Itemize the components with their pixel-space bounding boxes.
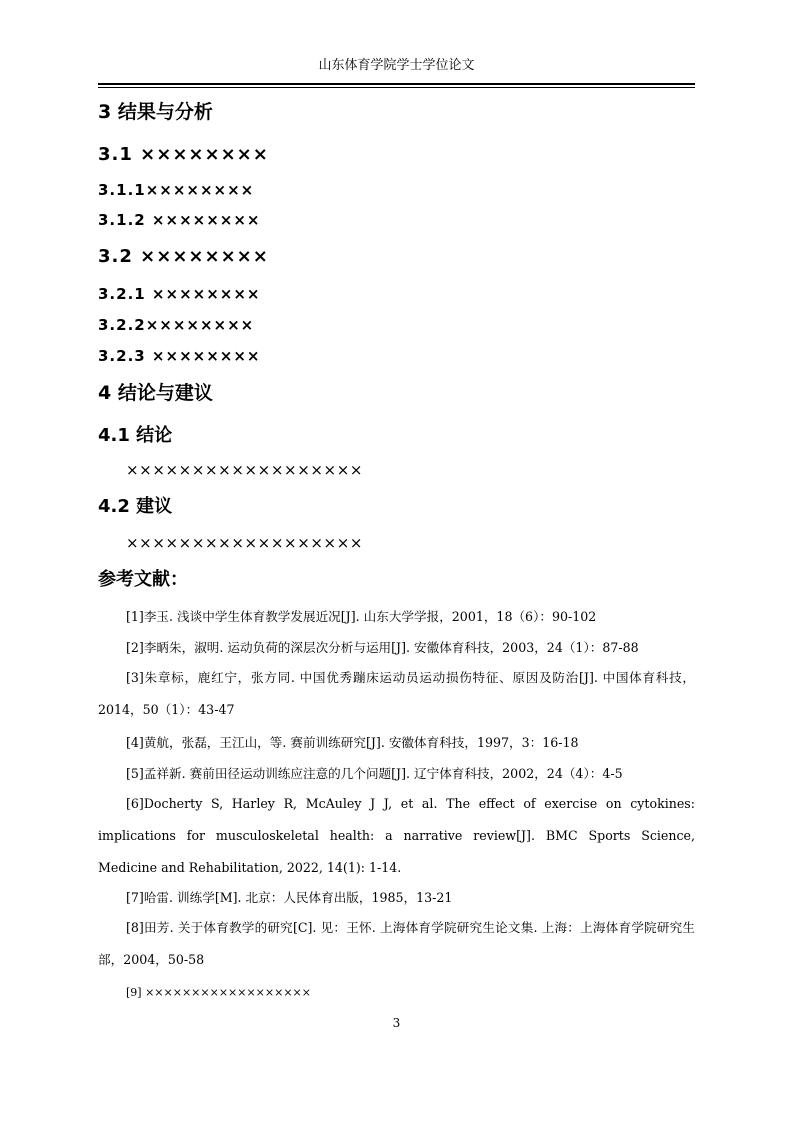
reference-item-8: [8]田芳. 关于体育教学的研究[C]. 见：王怀. 上海体育学院研究生论文集. 上海：上海体育学院研究生部，2004，50-58 (98, 920, 695, 967)
heading-section-3: 3 结果与分析 (98, 101, 213, 123)
reference-item-5: [5]孟祥新. 赛前田径运动训练应注意的几个问题[J]. 辽宁体育科技，2002，24（4）：4-5 (126, 766, 623, 781)
suggestion-body: ×××××××××××××××××× (126, 534, 364, 552)
reference-item-4: [4]黄航，张磊，王江山，等. 赛前训练研究[J]. 安徽体育科技，1997，3：16-18 (126, 735, 579, 750)
references-title: 参考文献： (98, 569, 188, 590)
running-header: 山东体育学院学士学位论文 (318, 58, 475, 73)
heading-section-4: 4 结论与建议 (98, 382, 213, 404)
heading-section-3-2-2: 3.2.2×××××××× (98, 316, 255, 334)
reference-item-3: [3]朱章标，鹿红宁，张方同. 中国优秀蹦床运动员运动损伤特征、原因及防治[J]. 中国体育科技，2014，50（1）：43-47 (98, 670, 695, 717)
heading-section-4-2: 4.2 建议 (98, 496, 173, 517)
heading-section-3-1-1: 3.1.1×××××××× (98, 181, 255, 199)
reference-item-6: [6]Docherty S, Harley R, McAuley J J, et al. The effect of exercise on cytokines: implications for musculoskeletal health: a narrative review[J]. BMC Sports Science, Medicine and Rehabilitation, 2022, 14(1): 1-14. (98, 796, 695, 875)
reference-item-2: [2]李昞朱，淑明. 运动负荷的深层次分析与运用[J]. 安徽体育科技，2003，24（1）：87-88 (126, 640, 639, 655)
heading-section-3-2-3: 3.2.3 ×××××××× (98, 347, 261, 365)
header-rule-thin (98, 87, 695, 88)
heading-section-3-2: 3.2 ×××××××× (98, 246, 269, 267)
heading-section-4-1: 4.1 结论 (98, 425, 173, 446)
page-number: 3 (392, 1016, 401, 1030)
reference-item-1: [1]李玉. 浅谈中学生体育教学发展近况[J]. 山东大学学报，2001，18（6）：90-102 (126, 609, 597, 624)
reference-item-7: [7]哈雷. 训练学[M]. 北京：人民体育出版，1985，13-21 (126, 890, 453, 905)
heading-section-3-1-2: 3.1.2 ×××××××× (98, 211, 261, 229)
conclusion-body: ×××××××××××××××××× (126, 461, 364, 479)
heading-section-3-2-1: 3.2.1 ×××××××× (98, 285, 261, 303)
reference-item-9: [9] ×××××××××××××××××× (126, 986, 311, 999)
header-rule-thick (98, 83, 695, 85)
heading-section-3-1: 3.1 ×××××××× (98, 144, 269, 165)
